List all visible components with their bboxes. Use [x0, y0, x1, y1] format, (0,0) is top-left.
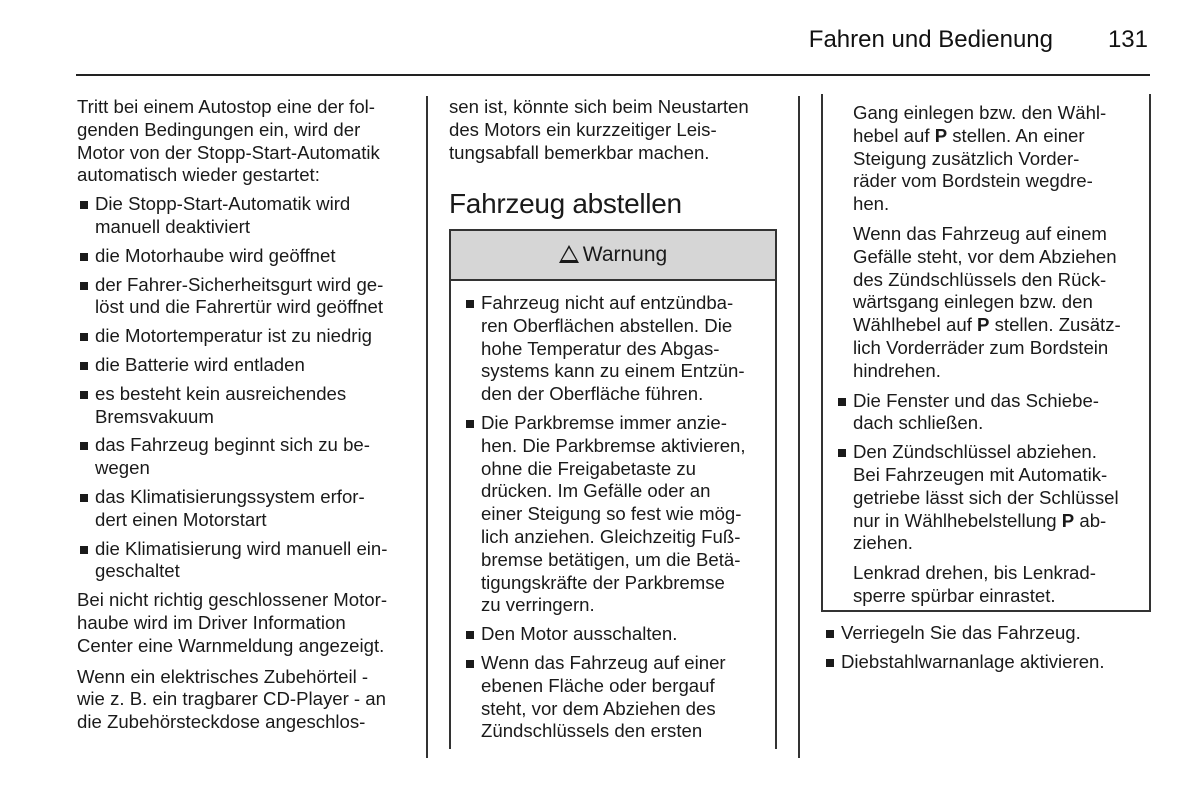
- list-item: Diebstahlwarnanlage aktivieren.: [823, 651, 1153, 674]
- text-line: tungsabfall bemerkbar machen.: [449, 141, 710, 163]
- column-divider-right: [798, 96, 800, 758]
- text-line: Lenkrad drehen, bis Lenkrad-: [853, 562, 1096, 584]
- gear-paragraph: [835, 102, 1139, 216]
- text-line: sen ist, könnte sich beim Neustarten: [449, 96, 749, 117]
- list-item: Fahrzeug nicht auf entzündba- ren Oberflächen abstellen. Die hohe Temperatur des Abgas- systems kann zu einem Entzün- den der Oberfläche führen.: [463, 292, 761, 406]
- warning-box-continued: [821, 94, 1151, 612]
- text-line: hindrehen.: [853, 359, 941, 381]
- list-item: das Klimatisierungssystem erfor- dert einen Motorstart: [77, 486, 417, 532]
- text-line: hebel auf P stellen. An einer: [853, 124, 1085, 146]
- list-item: die Klimatisierung wird manuell ein- geschaltet: [77, 538, 417, 584]
- list-item: die Batterie wird entladen: [77, 354, 417, 377]
- text-line: Tritt bei einem Autostop eine der fol-: [77, 96, 375, 117]
- text-line: Wählhebel auf P stellen. Zusätz-: [853, 314, 1121, 336]
- list-item: das Fahrzeug beginnt sich zu be- wegen: [77, 434, 417, 480]
- text-line: des Zündschlüssels den Rück-: [853, 268, 1107, 290]
- list-item: es besteht kein ausreichendes Bremsvakuum: [77, 383, 417, 429]
- warning-triangle-icon: [559, 245, 579, 263]
- list-item: die Motortemperatur ist zu niedrig: [77, 325, 417, 348]
- text-line: Gang einlegen bzw. den Wähl-: [853, 102, 1107, 123]
- list-item: der Fahrer-Sicherheitsgurt wird ge- löst und die Fahrertür wird geöffnet: [77, 274, 417, 320]
- text-line: genden Bedingungen ein, wird der: [77, 118, 361, 140]
- warning-message-paragraph: [77, 589, 417, 657]
- final-steps: [823, 622, 1153, 680]
- list-item: Die Stopp-Start-Automatik wird manuell deaktiviert: [77, 193, 417, 239]
- text-line: Wenn das Fahrzeug auf einem: [853, 222, 1107, 244]
- column-divider-left: [426, 96, 428, 758]
- header-rule: [76, 74, 1150, 76]
- list-item: Verriegeln Sie das Fahrzeug.: [823, 622, 1153, 645]
- text-line: haube wird im Driver Information: [77, 611, 346, 633]
- page-header-title: Fahren und Bedienung: [808, 26, 1053, 53]
- warning-continued-list: [835, 390, 1139, 556]
- text-line: Wenn ein elektrisches Zubehörteil -: [77, 665, 369, 687]
- intro-paragraph: [77, 96, 417, 187]
- list-item: Den Zündschlüssel abziehen. Bei Fahrzeugen mit Automatik- getriebe lässt sich der Schlüssel nur in Wählhebelstellung P ab- ziehen.: [835, 441, 1139, 555]
- warning-title: Warnung: [582, 243, 668, 266]
- list-item: Die Parkbremse immer anzie- hen. Die Parkbremse aktivieren, ohne die Freigabetaste zu drücken. Im Gefälle oder an einer Steigung so fest wie mög- lich anziehen. Gleichzeitig Fuß- bremse betätigen, um die Betä- tigungskräfte der Parkbremse zu verringern.: [463, 412, 761, 617]
- restart-conditions-list: [77, 193, 417, 583]
- text-line: die Zubehörsteckdose angeschlos-: [77, 711, 366, 733]
- text-line: hen.: [853, 193, 890, 215]
- steering-lock-paragraph: [835, 562, 1139, 608]
- text-line: lich Vorderräder zum Bordstein: [853, 336, 1109, 358]
- text-line: Center eine Warnmeldung angezeigt.: [77, 634, 385, 656]
- text-line: wärtsgang einlegen bzw. den: [853, 291, 1093, 313]
- section-heading: Fahrzeug abstellen: [449, 188, 682, 219]
- column-2-continuation: [449, 96, 779, 164]
- warning-body: [451, 281, 775, 743]
- warning-box: [449, 229, 777, 749]
- warning-list: [463, 292, 761, 743]
- text-line: Steigung zusätzlich Vorder-: [853, 147, 1080, 169]
- text-line: automatisch wieder gestartet:: [77, 164, 320, 186]
- text-line: Bei nicht richtig geschlossener Motor-: [77, 589, 388, 611]
- text-line: sperre spürbar einrastet.: [853, 584, 1056, 606]
- warning-header: [451, 231, 775, 281]
- list-item: Die Fenster und das Schiebe- dach schließen.: [835, 390, 1139, 436]
- list-item: Wenn das Fahrzeug auf einer ebenen Fläche oder bergauf steht, vor dem Abziehen des Zündschlüssels den ersten: [463, 652, 761, 743]
- slope-paragraph: [835, 223, 1139, 383]
- accessory-paragraph: [77, 666, 417, 734]
- text-line: des Motors ein kurzzeitiger Leis-: [449, 118, 717, 140]
- text-line: wie z. B. ein tragbarer CD-Player - an: [77, 688, 386, 710]
- list-item: die Motorhaube wird geöffnet: [77, 245, 417, 268]
- text-line: Motor von der Stopp-Start-Automatik: [77, 141, 380, 163]
- text-line: räder vom Bordstein wegdre-: [853, 170, 1093, 192]
- text-line: Gefälle steht, vor dem Abziehen: [853, 245, 1117, 267]
- page-number: 131: [1107, 26, 1148, 53]
- final-steps-list: [823, 622, 1153, 674]
- warning-continued-body: [823, 94, 1149, 608]
- column-1: [77, 96, 417, 734]
- list-item: Den Motor ausschalten.: [463, 623, 761, 646]
